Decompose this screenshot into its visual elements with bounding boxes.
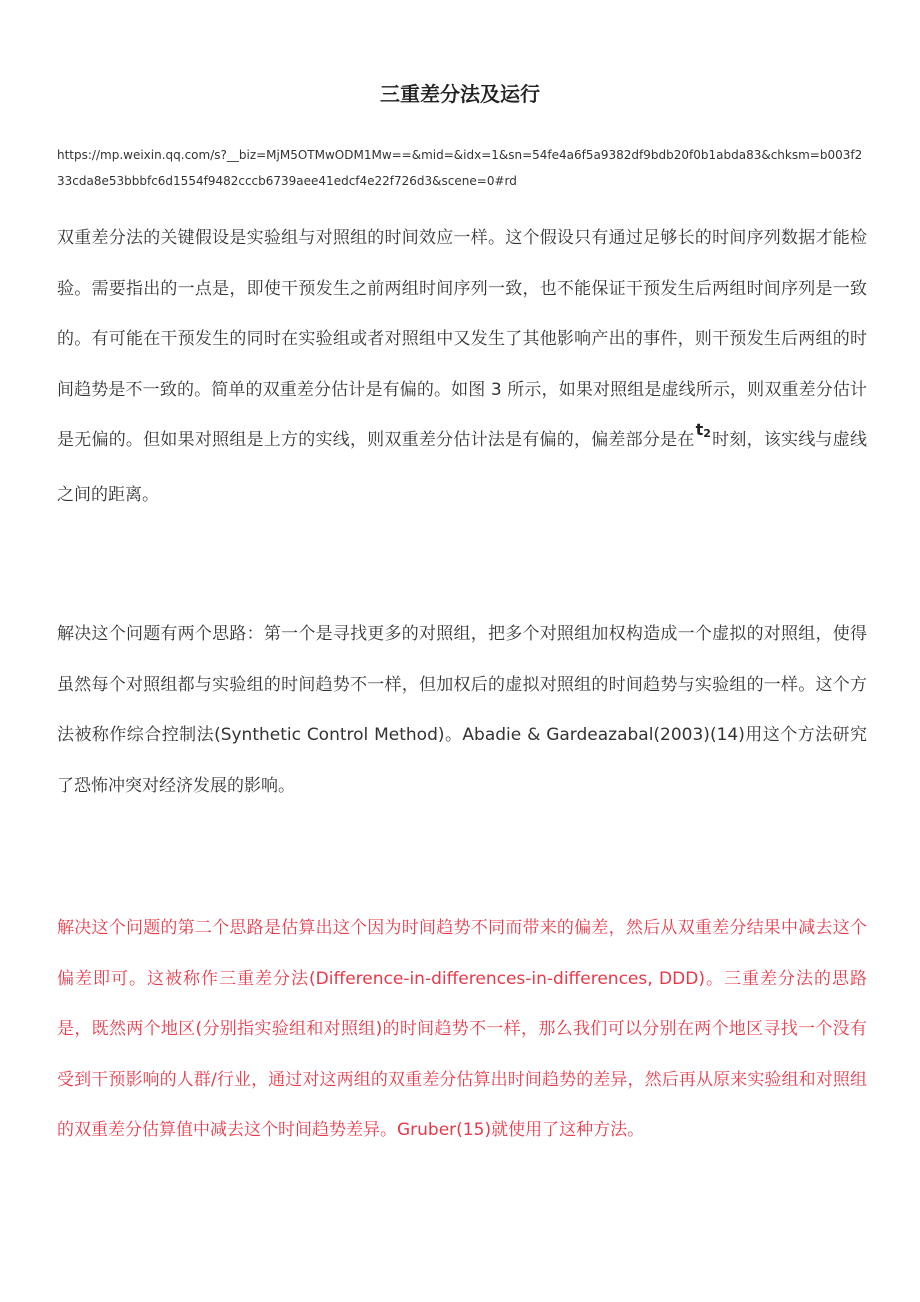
math-base: t: [695, 420, 704, 439]
math-t2-symbol: [696, 405, 711, 460]
math-subscript: 2: [703, 427, 711, 440]
page-title: 三重差分法及运行: [380, 82, 540, 106]
paragraph-did-assumption: [57, 213, 867, 520]
paragraph-synthetic-control: [57, 609, 867, 811]
paragraph-text: 解决这个问题的第二个思路是估算出这个因为时间趋势不同而带来的偏差，然后从双重差分结果中减去这个偏差即可。这被称作三重差分法(Difference-in-differences-in-differences, DDD)。三重差分法的思路是，既然两个地区(分别指实验组和对照组)的时间趋势不一样，那么我们可以分别在两个地区寻找一个没有受到干预影响的人群/行业，通过对这两组的双重差分估算出时间趋势的差异，然后再从原来实验组和对照组的双重差分估算值中减去这个时间趋势差异。Gruber(15)就使用了这种方法。: [57, 918, 867, 1140]
source-url: https://mp.weixin.qq.com/s?__biz=MjM5OTMwODM1Mw==&mid=&idx=1&sn=54fe4a6f5a9382df9bdb20f0b1abda83&chksm=b003f233cda8e53bbbfc6d1554f9482cccb6739aee41edcf4e22f726d3&scene=0#rd: [57, 148, 863, 188]
paragraph-ddd-highlight: [57, 903, 867, 1156]
paragraph-text: 双重差分法的关键假设是实验组与对照组的时间效应一样。这个假设只有通过足够长的时间序列数据才能检验。需要指出的一点是，即使干预发生之前两组时间序列一致，也不能保证干预发生后两组时间序列是一致的。有可能在干预发生的同时在实验组或者对照组中又发生了其他影响产出的事件，则干预发生后两组的时间趋势是不一致的。简单的双重差分估计是有偏的。如图 3 所示，如果对照组是虚线所示，则双重差分估计是无偏的。但如果对照组是上方的实线，则双重差分估计法是有偏的，偏差部分是在: [57, 228, 867, 450]
paragraph-text: 解决这个问题有两个思路：第一个是寻找更多的对照组，把多个对照组加权构造成一个虚拟的对照组，使得虽然每个对照组都与实验组的时间趋势不一样，但加权后的虚拟对照组的时间趋势与实验组的一样。这个方法被称作综合控制法(Synthetic Control Method)。Abadie & Gardeazabal(2003)(14)用这个方法研究了恐怖冲突对经济发展的影响。: [57, 624, 867, 796]
paragraph-text-tail: 时刻，该实线与虚线之间的距离。: [57, 430, 868, 505]
